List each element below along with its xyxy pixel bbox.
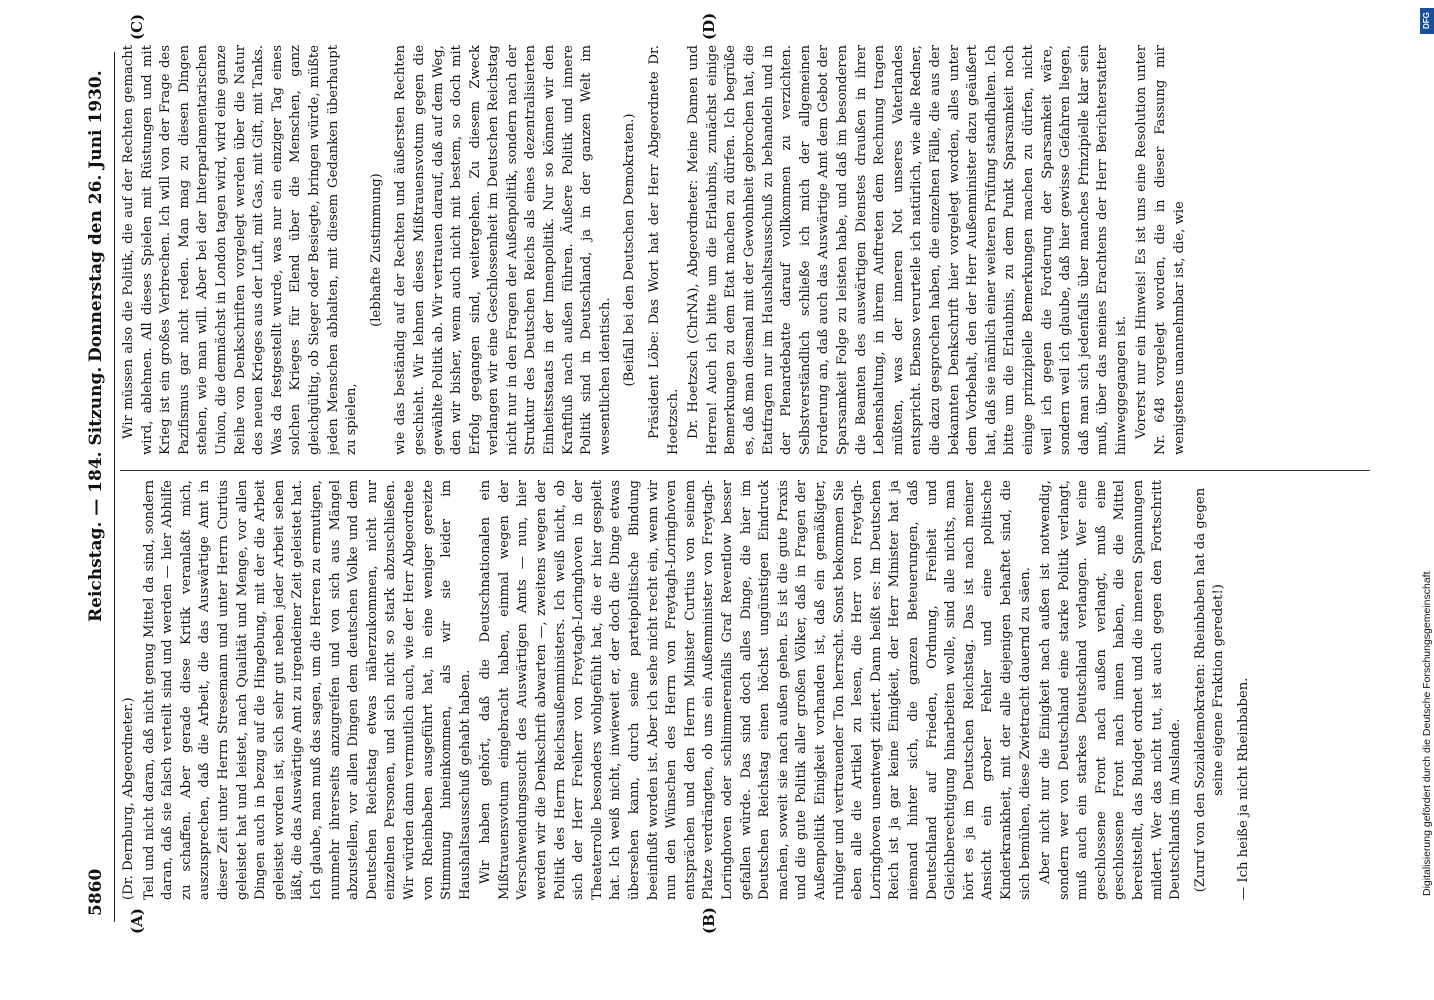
- applause-note: (lebhafte Zustimmung): [368, 173, 384, 327]
- margin-marker-b: (B): [700, 907, 718, 934]
- header-title: Reichstag. — 184. Sitzung.: [86, 366, 106, 622]
- digitization-credit: [1421, 16, 1433, 896]
- margin-marker-c: (C): [128, 13, 146, 40]
- header-date: Donnerstag den 26. Juni 1930.: [86, 70, 106, 362]
- paragraph: Wir haben gehört, daß die Deutschnationalen ein Mißtrauensvotum eingebracht haben, einmal wegen der Verschwendungssucht des Auswärtigen Amts — nun, hier werden wir die Denkschrift abwarten —, zweitens wegen der Politik des Herrn Reichsaußenministers. Ich weiß nicht, ob sich der Herr Freiherr von Freytagh-Loringhoven in der Theaterrolle besonders wohlgefühlt hat, die er hier gespielt hat. Ich weiß nicht, inwieweit er, der doch die Dinge etwas übersehen kann, durch seine parteipolitische Bindung beeinflußt worden ist. Aber ich sehe nicht recht ein, wenn wir nun den Wünschen des Herrn von Freytagh-Loringhoven entsprächen und den Herrn Minister Curtius von seinem Platze verdrängten, ob uns ein Außenminister von Freytagh-Loringhoven oder schlimmerenfalls Graf Reventlow besser gefallen würde. Das sind doch alles Dinge, die hier im Deutschen Reichstag einen höchst ungünstigen Eindruck machen, soweit sie nach außen gehen. Es ist die gute Praxis und die gute Politik aller großen Völker, daß in Fragen der Außenpolitik Einigkeit vorhanden ist, daß ein gemäßigter, ruhiger und vertrauender Ton herrscht. Sonst bekommen Sie eben alle die Artikel zu lesen, die Herr von Freytagh-Loringhoven unentwegt zitiert. Dann heißt es: Im Deutschen Reich ist ja gar keine Einigkeit, der Herr Minister hat ja niemand hinter sich, die ganzen Beteuerungen, daß Deutschland auf Frieden, Ordnung, Freiheit und Gleichberechtigung hinarbeiten wolle, sind alle nichts, man hört es ja im Deutschen Reichstag. Das ist nach meiner Ansicht ein grober Fehler und eine politische Kinderkrankheit, mit der alle diejenigen behaftet sind, die sich bemühen, diese Zwietracht dauernd zu säen.: [478, 480, 1033, 900]
- closing-line: — Ich heiße ja nicht Rheinbaben.: [1236, 677, 1252, 900]
- paragraph: Aber nicht nur die Einigkeit nach außen ist notwendig, sondern wer von Deutschland eine starke Politik verlangt, muß auch ein starkes Deutschland verlangen. Wer eine geschlossene Front nach außen verlangt, muß eine geschlossene Front nach innen haben, die die Mittel bereitstellt, das Budget ordnet und die inneren Spannungen mildert. Wer das nicht tut, ist auch gegen den Fortschritt Deutschlands im Auslande.: [1038, 480, 1184, 900]
- column-separator: [120, 470, 1370, 471]
- left-column: [120, 480, 1370, 900]
- paragraph: wie das beständig auf der Rechten und äußersten Rechten geschieht. Wir lehnen dieses Mißtrauensvotum gegen die gewählte Politik ab. Wir vertrauen darauf, daß auf dem Weg, den wir bisher, wenn auch nicht mit bestem, so doch mit Erfolg gegangen sind, weitergehen. Zu diesem Zweck verlangen wir eine Geschlossenheit im Deutschen Reichstag nicht nur in den Fragen der Außenpolitik, sondern nach der Struktur des Deutschen Reichs als eines dezentralisierten Einheitsstaats in der Innenpolitik. Nur so können wir den Kraftfluß nach außen führen. Äußere Politik und innere Politik sind in Deutschland, ja in der ganzen Welt im wesentlichen identisch.: [393, 45, 613, 455]
- margin-marker-a: (A): [128, 908, 146, 934]
- header-rule: [114, 52, 115, 922]
- page-header: [80, 42, 114, 922]
- interjection: (Zuruf von den Sozialdemokraten: Rheinbaben hat da gegen seine eigene Fraktion geredet!): [1192, 487, 1227, 893]
- paragraph: Teil und nicht daran, daß nicht genug Mittel da sind, sondern daran, daß sie falsch verteilt sind und werden — hier Abhilfe zu schaffen. Aber gerade diese Kritik veranlaßt mich, auszusprechen, daß die Arbeit, die das Auswärtige Amt in dieser Zeit unter Herrn Stresemann und unter Herrn Curtius geleistet hat und leistet, nach Qualität und Menge, vor allen Dingen auch in bezug auf die Hingebung, mit der die Arbeit geleistet worden ist, sich sehr gut neben jeder Arbeit sehen läßt, die das Auswärtige Amt zu irgendeiner Zeit geleistet hat. Ich glaube, man muß das sagen, um die Herren zu ermutigen, nunmehr ihrerseits anzugreifen und von sich aus Mängel abzustellen, vor allen Dingen dem deutschen Volke und dem Deutschen Reichstag etwas näherzukommen, nicht nur einzelnen Personen, und sich nicht so stark abzuschließen. Wir würden dann vermutlich auch, wie der Herr Abgeordnete von Rheinbaben ausgeführt hat, in eine weniger gereizte Stimmung hineinkommen, als wir sie leider im Haushaltsausschuß gehabt haben.: [141, 480, 473, 900]
- speaker-intro: (Dr. Dernburg, Abgeordneter.): [121, 697, 136, 900]
- right-column: [120, 45, 1370, 455]
- paragraph: Vorerst nur ein Hinweis! Es ist uns eine Resolution unter Nr. 648 vorgelegt worden, die in dieser Fassung mir wenigstens unannehmbar ist, die, wie: [1134, 45, 1187, 455]
- dfg-logo: DFG: [1420, 8, 1434, 34]
- credit-text: Digitalisierung gefördert durch die Deutsche Forschungsgemeinschaft: [1421, 571, 1433, 896]
- president-line: Präsident Löbe: Das Wort hat der Herr Abgeordnete Dr. Hoetzsch.: [647, 45, 681, 455]
- applause-note: (Beifall bei den Deutschen Demokraten.): [622, 113, 638, 387]
- margin-marker-d: (D): [700, 12, 718, 40]
- page-number: 5860: [86, 868, 106, 916]
- paragraph: Dr. Hoetzsch (ChrNA), Abgeordneter: Meine Damen und Herren! Auch ich bitte um die Erlaubnis, zunächst einige Bemerkungen zu dem Etat machen zu dürfen. Ich begrüße es, daß man diesmal mit der Gewohnheit gebrochen hat, die Etatfragen nur im Haushaltsausschuß zu behandeln und in der Plenardebatte darauf vollkommen zu verzichten. Selbstverständlich schließe ich mich der allgemeinen Forderung an, daß auch das Auswärtige Amt dem Gebot der Sparsamkeit Folge zu leisten habe, und daß im besonderen die Beamten des auswärtigen Dienstes draußen in ihrer Lebenshaltung, in ihrem Auftreten dem Rechnung tragen müßten, was der inneren Not unseres Vaterlandes entspricht. Ebenso verurteile ich natürlich, wie alle Redner, die dazu gesprochen haben, die einzelnen Fälle, die aus der bekannten Denkschrift hier vorgelegt worden, alles unter dem Vorbehalt, den der Herr Außenminister dazu geäußert hat, daß sie nämlich einer weiteren Prüfung standhalten. Ich bitte um die Erlaubnis, zu dem Punkt Sparsamkeit noch einige prinzipielle Bemerkungen machen zu dürfen, nicht weil ich gegen die Forderung der Sparsamkeit wäre, sondern weil ich glaube, daß hier gewisse Gefahren liegen, daß man sich jedenfalls über manches Prinzipielle klar sein muß, über das meines Erachtens der Herr Berichterstatter hinweggegangen ist.: [686, 45, 1129, 455]
- paragraph: Wir müssen also die Politik, die auf der Rechten gemacht wird, ablehnen. All dieses Spielen mit Rüstungen und mit Krieg ist ein großes Verbrechen. Ich will von der Frage des Pazifismus gar nicht reden. Man mag zu diesen Dingen stehen, wie man will. Aber bei der Interparlamentarischen Union, die demnächst in London tagen wird, wird eine ganze Reihe von Denkschriften vorgelegt werden über die Natur des neuen Krieges aus der Luft, mit Gas, mit Gift, mit Tanks. Was da festgestellt wurde, was nur ein einziger Tag eines solchen Krieges für Elend über die Menschen, ganz gleichgültig, ob Sieger oder Besiegte, bringen würde, müßte jeden Menschen abhalten, mit diesem Gedanken überhaupt zu spielen,: [121, 45, 360, 455]
